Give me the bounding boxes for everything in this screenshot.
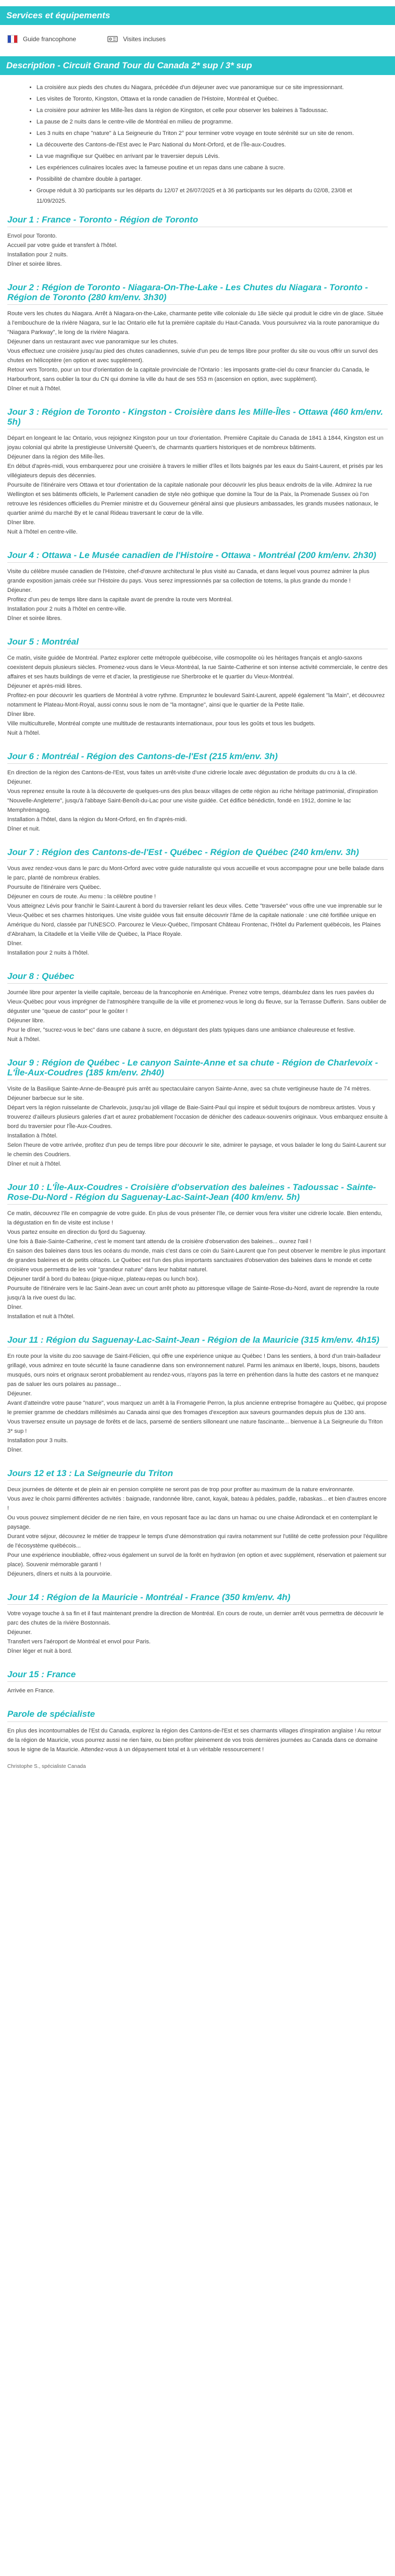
day-body: Deux journées de détente et de plein air en pension complète ne seront pas de trop pour profiter au maximum de la nature environnante. Vous avez le choix parmi différentes activités : baignade, randonnée libre, canot, kayak, bateau à pédales, paddle, rabaskas... et bien d'autres encore ! Ou vous pouvez simplement décider de ne rien faire, en vous reposant face au lac dans un hamac ou une chaise Adirondack et en contemplant le paysage. Durant votre séjour, découvrez le métier de trappeur le temps d'une démonstration qui ravira notamment sur l'utilité de cette profession pour l'équilibre de l'écosystème québécois... Pour une expérience inoubliable, offrez-vous également un survol de la forêt en hydravion (en option et avec supplément, réservation et paiement sur place). Souvenir mémorable garanti ! Déjeuners, dîners et nuits à la pourvoirie.: [7, 1487, 388, 1577]
specialist-body: En plus des incontournables de l'Est du Canada, explorez la région des Cantons-de-l'Est et ses charmants villages d'inspiration anglaise ! Au retour de la région de Mauricie, vous pourrez aussi ne rien faire, ou bien profiter pleinement de vos trois dernières journées au Canada dans ce domaine sous le signe de la Mauricie. Attendez-vous à un dépaysement total et à un véritable ressourcement !: [7, 1728, 381, 1753]
highlight-item: • Possibilité de chambre double à partager.: [36, 174, 374, 184]
day-title: Jour 14 : Région de la Mauricie - Montréal - France (350 km/env. 4h): [7, 1592, 291, 1602]
service-guide: [7, 34, 76, 44]
highlight-item: • La vue magnifique sur Québec en arrivant par le traversier depuis Lévis.: [36, 151, 374, 162]
day-body: Votre voyage touche à sa fin et il faut maintenant prendre la direction de Montréal. En cours de route, un dernier arrêt vous permettra de découvrir le parc des chutes de la rivière Bostonnais. Déjeuner. Transfert vers l'aéroport de Montréal et envol pour Paris. Dîner léger et nuit à bord.: [7, 1611, 384, 1654]
highlights-list: [0, 75, 395, 215]
day-title: Jour 2 : Région de Toronto - Niagara-On-The-Lake - Les Chutes du Niagara - Toronto - Région de Toronto (280 km/env. 3h30): [7, 282, 368, 302]
specialist-signature: Christophe S., spécialiste Canada: [7, 1764, 86, 1769]
day-body: Ce matin, découvrez l'île en compagnie de votre guide. En plus de vous présenter l'île, ce dernier vous fera visiter une cidrerie locale. Bien entendu, la dégustation en fin de visite est incluse ! Vous partez ensuite en direction du fjord du Saguenay. Une fois à Baie-Sainte-Catherine, c'est le moment tant attendu de la croisière d'observation des baleines... ouvrez l'œil ! En saison des baleines dans tous les océans du monde, mais c'est dans ce coin du Saint-Laurent que l'on peut observer le membre le plus important de grandes baleines et de petits cétacés. Le Québec est l'un des plus importants sanctuaires d'observation des baleines dans le monde et cette croisière vous permettra de les voir "grandeur nature" dans leur habitat naturel. Déjeuner tardif à bord du bateau (pique-nique, plateau-repas ou lunch box). Poursuite de l'itinéraire vers le lac Saint-Jean avec un court arrêt photo au pittoresque village de Sainte-Rose-du-Nord, avant de reprendre la route jusqu'à la rive ouest du lac. Dîner. Installation et nuit à l'hôtel.: [7, 1210, 386, 1320]
day-section: [0, 1468, 395, 1579]
day-section: [0, 1592, 395, 1656]
specialist-heading: Parole de spécialiste: [7, 1709, 95, 1719]
services-heading: Services et équipements: [0, 6, 395, 25]
service-guide-label: Guide francophone: [23, 35, 77, 43]
description-heading: Description - Circuit Grand Tour du Canada 2* sup / 3* sup: [0, 56, 395, 75]
day-section: [0, 1182, 395, 1321]
highlight-item: • Les expériences culinaires locales avec la fameuse poutine et un repas dans une cabane à sucre.: [36, 163, 374, 173]
day-title: Jour 1 : France - Toronto - Région de Toronto: [7, 215, 199, 225]
day-title: Jour 7 : Région des Cantons-de-l'Est - Québec - Région de Québec (240 km/env. 3h): [7, 847, 359, 857]
day-body: Départ en longeant le lac Ontario, vous rejoignez Kingston pour un tour d'orientation. Première Capitale du Canada de 1841 à 1844, Kingston est un joyau colonial qui abrite la prestigieuse Université Queen's, de charmants quartiers historiques et de nombreux bâtiments. Déjeuner dans la région des Mille-Îles. En début d'après-midi, vous embarquerez pour une croisière à travers le millier d'îles et îlots baignés par les eaux du Saint-Laurent, et prisés par les villégiateurs depuis des décennies. Poursuite de l'itinéraire vers Ottawa et tour d'orientation de la capitale nationale pour découvrir les plus beaux endroits de la ville. Admirez la rue Wellington et ses bâtiments officiels, le Parlement canadien de style néo gothique que domine la Tour de la Paix, la Promenade Sussex où l'on retrouve les résidences officielles du Premier ministre et du Gouverneur général ainsi que plusieurs ambassades, les grands musées nationaux, le quartier animé du marché By et le canal Rideau traversant le cœur de la ville. Dîner libre. Nuit à l'hôtel en centre-ville.: [7, 435, 384, 535]
highlight-item: • La pause de 2 nuits dans le centre-ville de Montréal en milieu de programme.: [36, 117, 374, 127]
ticket-icon: [107, 34, 118, 44]
highlight-item: • Groupe réduit à 30 participants sur les départs du 12/07 et 26/07/2025 et à 36 participants sur les départs du 02/08, 23/08 et 11/09/2025.: [36, 185, 374, 206]
circuit-page: [0, 6, 395, 1780]
itinerary-days: [0, 215, 395, 1695]
day-section: [0, 407, 395, 537]
day-title: Jour 9 : Région de Québec - Le canyon Sainte-Anne et sa chute - Région de Charlevoix - L'Île-Aux-Coudres (185 km/env. 2h40): [7, 1058, 378, 1078]
day-title: Jour 15 : France: [7, 1669, 76, 1679]
day-section: [0, 282, 395, 393]
highlight-item: • La croisière aux pieds des chutes du Niagara, précédée d'un déjeuner avec vue panoramique sur ce site impressionnant.: [36, 82, 374, 93]
day-title: Jour 4 : Ottawa - Le Musée canadien de l'Histoire - Ottawa - Montréal (200 km/env. 2h30): [7, 550, 376, 560]
day-title: Jour 5 : Montréal: [7, 637, 79, 647]
day-body: Journée libre pour arpenter la vieille capitale, berceau de la francophonie en Amérique. Prenez votre temps, déambulez dans les rues pavées du Vieux-Québec pour vous imprégner de l'atmosphère tranquille de la ville et promenez-vous le long du fleuve, sur la Terrasse Dufferin. Sans oublier de déguster une "queue de castor" pour le goûter ! Déjeuner libre. Pour le dîner, "sucrez-vous le bec" dans une cabane à sucre, en dégustant des plats typiques dans une ambiance chaleureuse et festive. Nuit à l'hôtel.: [7, 989, 387, 1043]
highlight-item: • Les visites de Toronto, Kingston, Ottawa et la ronde canadien de l'Histoire, Montréal et Québec.: [36, 94, 374, 104]
service-visits-label: Visites incluses: [123, 35, 166, 43]
highlight-item: • Les 3 nuits en chape "nature" à La Seigneurie du Triton 2° pour terminer votre voyage en toute sérénité sur un site de renom.: [36, 128, 374, 139]
day-section: [0, 215, 395, 269]
day-title: Jour 10 : L'Île-Aux-Coudres - Croisière d'observation des baleines - Tadoussac - Sainte-Rose-Du-Nord - Région du Saguenay-Lac-Saint-Jean (400 km/env. 5h): [7, 1182, 376, 1202]
day-section: [0, 1058, 395, 1169]
day-body: Arrivée en France.: [7, 1688, 55, 1694]
day-title: Jour 8 : Québec: [7, 971, 75, 981]
day-section: [0, 751, 395, 834]
day-body: Vous avez rendez-vous dans le parc du Mont-Orford avec votre guide naturaliste qui vous accueille et vous accompagne pour une belle balade dans le parc, planté de nombreux érables. Poursuite de l'itinéraire vers Québec. Déjeuner en cours de route. Au menu : la célèbre poutine ! Vous atteignez Lévis pour franchir le Saint-Laurent à bord du traversier reliant les deux villes. Cette "traversée" vous offre une vue imprenable sur le Vieux-Québec et ses charmes historiques. Une visite guidée vous fait ensuite découvrir l'âme de la capitale nationale : une cité fortifiée unique en Amérique du Nord, classée par l'UNESCO. Parcourez le Vieux-Québec, l'imposant Château Frontenac, l'Hôtel du Parlement québécois, les Plaines d'Abraham, la Citadelle et la Vieille Ville de Québec, la Place Royale. Dîner. Installation pour 2 nuits à l'hôtel.: [7, 865, 384, 956]
day-body: Visite du célèbre musée canadien de l'Histoire, chef-d'œuvre architectural le plus visité au Canada, et dans lequel vous pourrez admirer la plus grande exposition jamais créée sur l'Histoire du pays. Vous serez impressionnés par sa collection de totems, la plus grande du monde ! Déjeuner. Profitez d'un peu de temps libre dans la capitale avant de prendre la route vers Montréal. Installation pour 2 nuits à l'hôtel en centre-ville. Dîner et soirée libres.: [7, 568, 369, 622]
day-title: Jour 6 : Montréal - Région des Cantons-de-l'Est (215 km/env. 3h): [7, 751, 278, 761]
day-body: Envol pour Toronto. Accueil par votre guide et transfert à l'hôtel. Installation pour 2 nuits. Dîner et soirée libres.: [7, 233, 118, 267]
day-body: Route vers les chutes du Niagara. Arrêt à Niagara-on-the-Lake, charmante petite ville coloniale du 18e siècle qui produit le cidre vin de glace. Située à l'embouchure de la rivière Niagara, sur le lac Ontario elle fut la première capitale du Haut-Canada. Vous poursuivrez via la route panoramique du "Niagara Parkway", le long de la rivière Niagara. Déjeuner dans un restaurant avec vue panoramique sur les chutes. Vous effectuez une croisière jusqu'au pied des chutes canadiennes, suivie d'un peu de temps libre pour profiter du site ou vous offrir un survol des chutes en hélicoptère (en option et avec supplément). Retour vers Toronto, pour un tour d'orientation de la capitale provinciale de l'Ontario : les imposants gratte-ciel du cœur financier du Canada, le Harbourfront, sans oublier la tour du CN qui domine la ville du haut de ses 553 m (ascension en option, avec supplément). Dîner et nuit à l'hôtel.: [7, 311, 384, 392]
service-visits: [107, 34, 166, 44]
day-body: En direction de la région des Cantons-de-l'Est, vous faites un arrêt-visite d'une cidrerie locale avec dégustation de produits du cru à la clé. Déjeuner. Vous reprenez ensuite la route à la découverte de quelques-uns des plus beaux villages de cette région au riche héritage patrimonial, d'inspiration "Nouvelle-Angleterre", jusqu'à l'abbaye Saint-Benoît-du-Lac pour une visite guidée. Cet édifice bénédictin, fondé en 1912, domine le lac Memphrémagog. Installation à l'hôtel, dans la région du Mont-Orford, en fin d'après-midi. Dîner et nuit.: [7, 770, 378, 832]
day-title: Jours 12 et 13 : La Seigneurie du Triton: [7, 1468, 174, 1478]
day-section: [0, 1335, 395, 1455]
day-section: [0, 971, 395, 1044]
services-list: [0, 25, 395, 56]
day-body: Visite de la Basilique Sainte-Anne-de-Beaupré puis arrêt au spectaculaire canyon Sainte-Anne, avec sa chute vertigineuse haute de 74 mètres. Déjeuner barbecue sur le site. Départ vers la région ruisselante de Charlevoix, jusqu'au joli village de Baie-Saint-Paul qui inspire et séduit toujours de nombreux artistes. Vous y trouverez d'ailleurs plusieurs galeries d'art et aurez probablement l'occasion de dénicher des cadeaux-souvenirs originaux. Vous embarquez ensuite à bord du traversier pour l'Île-Aux-Coudres. Installation à l'hôtel. Selon l'heure de votre arrivée, profitez d'un peu de temps libre pour découvrir le site, admirer le paysage, et vous balader le long du Saint-Laurent sur le chemin des Coudriers. Dîner et nuit à l'hôtel.: [7, 1086, 388, 1167]
day-section: [0, 847, 395, 958]
day-body: En route pour la visite du zoo sauvage de Saint-Félicien, qui offre une expérience unique au Québec ! Dans les sentiers, à bord d'un train-balladeur grillagé, vous admirez en toute sécurité la faune canadienne dans son environnement naturel. Parmi les animaux en liberté, loups, bisons, baudets musqués, ours noirs et orignaux seront probablement au rendez-vous, n'ayons pas la terre en préhention dans la hutte des castors et ne manquez pas de saluer les ours polaires au passage... Déjeuner. Avant d'atteindre votre pause "nature", vous marquez un arrêt à la Fromagerie Perron, la plus ancienne entreprise fromagère au Québec, qui propose le premier gramme de cheddars millésimés au Canada ainsi que des fromages d'exception aux saveurs gourmandes depuis plus de 130 ans. Vous traversez ensuite un paysage de forêts et de lacs, parsemé de sentiers silloneant une nature fascinante... bienvenue à La Seigneurie du Triton 3* sup ! Installation pour 3 nuits. Dîner.: [7, 1353, 387, 1453]
day-title: Jour 11 : Région du Saguenay-Lac-Saint-Jean - Région de la Mauricie (315 km/env. 4h15): [7, 1335, 379, 1345]
day-section: [0, 550, 395, 623]
day-section: [0, 637, 395, 738]
day-section: [0, 1669, 395, 1695]
highlight-item: • La découverte des Cantons-de-l'Est avec le Parc National du Mont-Orford, et de l'Île-aux-Coudres.: [36, 140, 374, 150]
day-body: Ce matin, visite guidée de Montréal. Partez explorer cette métropole québécoise, ville cosmopolite où les héritages français et anglo-saxons coexistent depuis plusieurs siècles. Promenez-vous dans le Vieux-Montréal, la rue Sainte-Catherine et son intense activité commerciale, le centre des affaires et ses hauts buildings de verre et d'acier, la prestigieuse rue Sherbrooke et le quartier du Vieux-Montréal. Déjeuner et après-midi libres. Profitez-en pour découvrir les quartiers de Montréal à votre rythme. Empruntez le boulevard Saint-Laurent, appelé également "la Main", et découvrez notamment le Plateau-Mont-Royal, aussi connu sous le nom de "la montagne", ainsi que le quartier de la Petite Italie. Dîner libre. Ville multiculturelle, Montréal compte une multitude de restaurants internationaux, pour tous les goûts et tous les budgets. Nuit à l'hôtel.: [7, 655, 388, 736]
day-title: Jour 3 : Région de Toronto - Kingston - Croisière dans les Mille-Îles - Ottawa (460 km/env. 5h): [7, 407, 384, 427]
highlight-item: • La croisière pour admirer les Mille-Îles dans la région de Kingston, et celle pour observer les baleines à Tadoussac.: [36, 105, 374, 116]
french-flag-icon: [7, 35, 18, 43]
specialist-section: [0, 1709, 395, 1780]
